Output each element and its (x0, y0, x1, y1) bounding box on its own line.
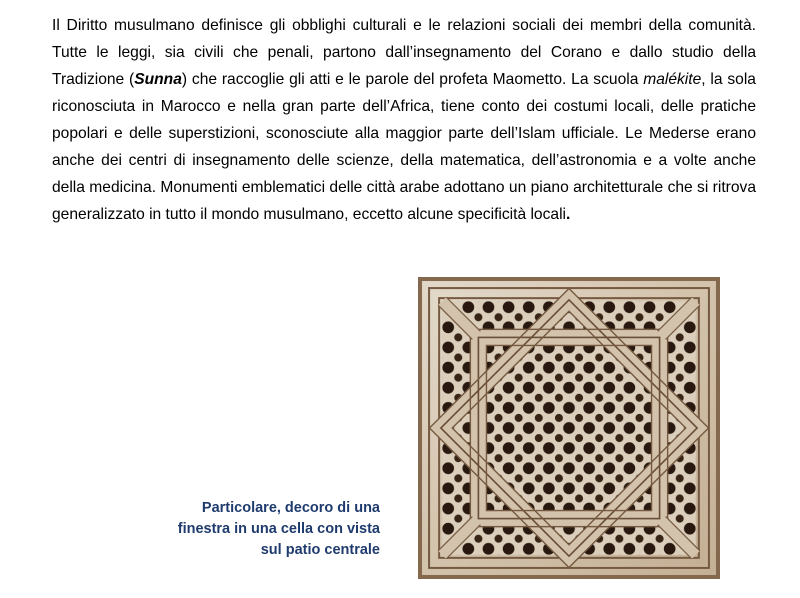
caption-line-3: sul patio centrale (260, 542, 380, 558)
sunna-term: Sunna (134, 71, 182, 88)
body-paragraph (52, 12, 756, 228)
text-segment: , la sola riconosciuta in Marocco e nella gran parte dell’Africa, tiene conto dei costumi locali, delle pratiche popolari e delle superstizioni, sconosciute alla maggior parte dell’Islam ufficiale. Le Mederse erano anche dei centri di insegnamento delle scienze, della matematica, dell’astronomia e a volte anche della medicina. Monumenti emblematici delle città arabe adottano un piano architetturale che si ritrova generalizzato in tutto il mondo musulmano, eccetto alcune specificità locali (52, 71, 756, 223)
malekite-term: malékite (643, 71, 702, 88)
paragraph-end: . (566, 206, 571, 223)
caption-line-1: Particolare, decoro di una (201, 500, 380, 516)
image-caption (140, 498, 380, 561)
text-segment: Il Diritto musulmano definisce gli obblighi culturali e le relazioni sociali dei membri della comunità. Tutte le leggi, sia civili che penali, partono dall’insegnamento del Corano e dallo studio della Tradizione ( (52, 17, 756, 88)
caption-line-2: finestra in una cella con vista (177, 521, 380, 537)
text-segment: ) che raccoglie gli atti e le parole del profeta Maometto. La scuola (181, 71, 644, 88)
lattice-window-image (418, 277, 720, 579)
